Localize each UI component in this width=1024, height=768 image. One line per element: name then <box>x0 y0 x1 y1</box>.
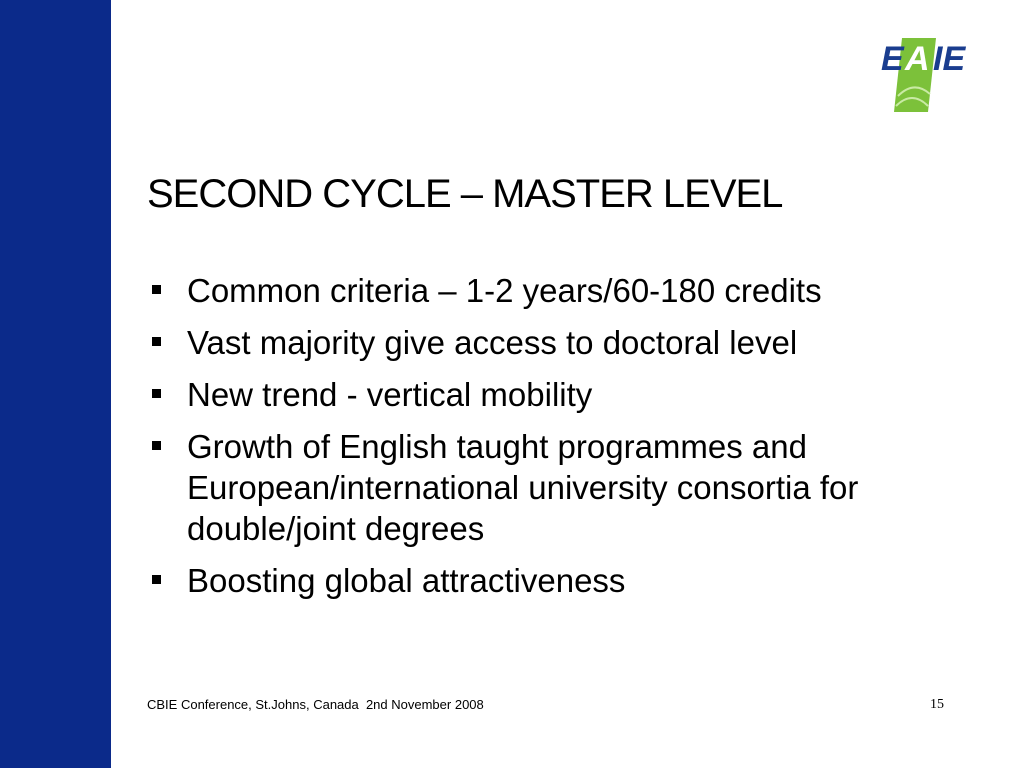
bullet-text: New trend - vertical mobility <box>187 376 593 413</box>
bullet-text: Common criteria – 1-2 years/60-180 credits <box>187 272 822 309</box>
bullet-list <box>148 270 968 612</box>
square-bullet-icon <box>152 575 161 584</box>
bullet-text: Growth of English taught programmes and European/international university consortia for double/joint degrees <box>187 428 859 547</box>
slide-title: SECOND CYCLE – MASTER LEVEL <box>147 172 783 216</box>
list-item <box>148 322 968 363</box>
list-item <box>148 560 968 601</box>
square-bullet-icon <box>152 285 161 294</box>
footer-text: CBIE Conference, St.Johns, Canada 2nd November 2008 <box>147 697 484 712</box>
square-bullet-icon <box>152 389 161 398</box>
page-number: 15 <box>930 697 944 712</box>
logo-letter-e: E <box>881 40 904 78</box>
square-bullet-icon <box>152 337 161 346</box>
sidebar-stripe <box>0 0 111 768</box>
logo-letter-a: A <box>905 40 930 78</box>
logo-letters-ie: IE <box>933 40 966 78</box>
list-item <box>148 426 968 549</box>
list-item <box>148 374 968 415</box>
bullet-text: Boosting global attractiveness <box>187 562 626 599</box>
square-bullet-icon <box>152 441 161 450</box>
bullet-text: Vast majority give access to doctoral level <box>187 324 798 361</box>
eaie-logo <box>880 36 990 116</box>
list-item <box>148 270 968 311</box>
